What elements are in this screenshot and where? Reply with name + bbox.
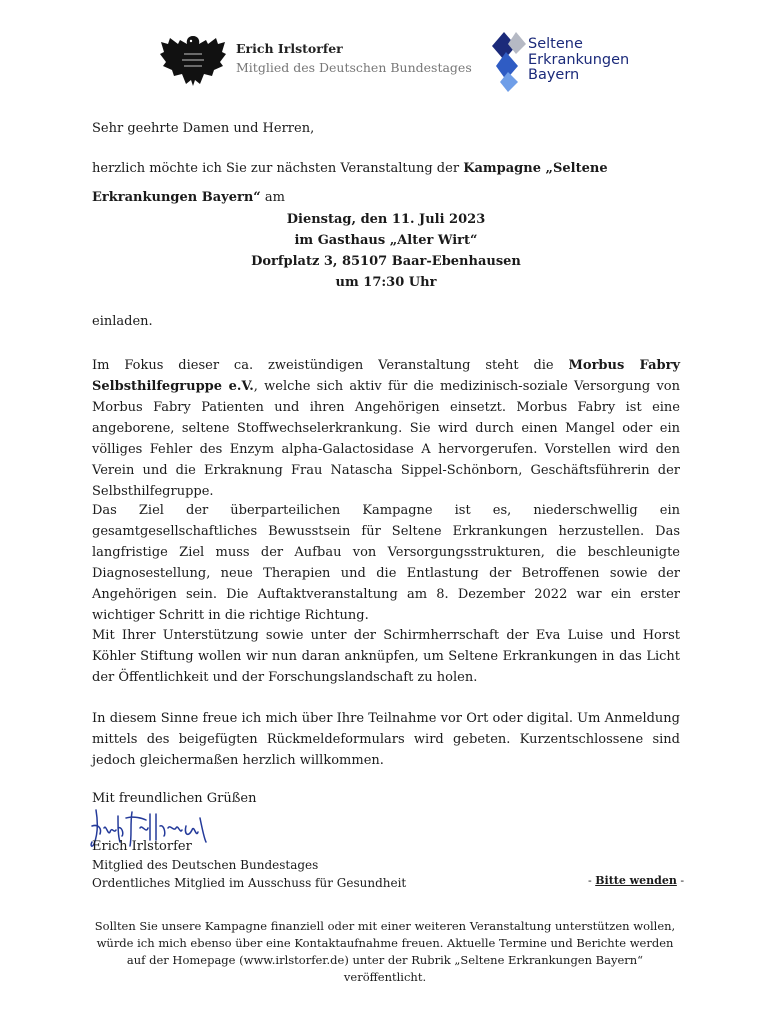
- logo-wordmark: [528, 37, 629, 84]
- intro-text: herzlich möchte ich Sie zur nächsten Veranstaltung der: [92, 161, 464, 176]
- logo-line-2: Erkrankungen: [528, 51, 630, 68]
- logo-line-1: Seltene: [528, 36, 583, 52]
- paragraph-participation: In diesem Sinne freue ich mich über Ihre Teilnahme vor Ort oder digital. Um Anmeldung mittels des beigefügten Rückmeldeformulars wird gebeten. Kurzentschlossene sind jedoch gleichermaßen herzlich willkommen.: [92, 711, 680, 768]
- closing: Mit freundlichen Grüßen: [92, 791, 257, 806]
- organization-name: Morbus Fabry Selbsthilfegruppe e.V.: [92, 358, 680, 394]
- p1-text: Im Fokus dieser ca. zweistündigen Veranstaltung steht die: [92, 358, 569, 373]
- intro-paragraph: [92, 154, 680, 212]
- event-venue: im Gasthaus „Alter Wirt“: [294, 233, 478, 248]
- turn-suffix: -: [676, 874, 685, 887]
- sender-name: Erich Irlstorfer: [236, 41, 343, 56]
- please-turn-over: [588, 874, 684, 887]
- salutation: Sehr geehrte Damen und Herren,: [92, 121, 315, 136]
- turn-prefix: -: [588, 874, 596, 887]
- paragraph-goal: Das Ziel der überparteilichen Kampagne ist es, niederschwellig ein gesamtgesellschaftliches Bewusstsein für Seltene Erkrankungen herzustellen. Das langfristige Ziel muss der Aufbau von Versorgungsstrukturen, die beschleunigte Diagnosestellung, neue Therapien und die Entlastung der Betroffenen sowie der Angehörigen sein. Die Auftaktveranstaltung am 8. Dezember 2022 war ein erster wichtiger Schritt in die richtige Richtung.: [92, 503, 680, 623]
- event-time: um 17:30 Uhr: [335, 275, 437, 290]
- signature-block: [92, 838, 406, 892]
- event-date: Dienstag, den 11. Juli 2023: [286, 212, 486, 227]
- bundestag-eagle-icon: [158, 30, 228, 90]
- footer-note: Sollten Sie unsere Kampagne finanziell oder mit einer weiteren Veranstaltung unterstützen wollen, würde ich mich ebenso über eine Kontaktaufnahme freuen. Aktuelle Termine und Berichte werden auf der Homepage (www.irlstorfer.de) unter der Rubrik „Seltene Erkrankungen Bayern“ veröffentlicht.: [94, 919, 676, 984]
- campaign-name: Kampagne „Seltene Erkrankungen Bayern“: [92, 161, 608, 205]
- signatory-committee: Ordentliches Mitglied im Ausschuss für Gesundheit: [92, 876, 407, 890]
- event-address: Dorfplatz 3, 85107 Baar-Ebenhausen: [251, 254, 521, 269]
- paragraph-focus: [92, 355, 680, 502]
- invite-text: einladen.: [92, 314, 153, 329]
- intro-suffix: am: [260, 190, 285, 205]
- paragraph-support: Mit Ihrer Unterstützung sowie unter der Schirmherrschaft der Eva Luise und Horst Köhler Stiftung wollen wir nun daran anknüpfen, um Seltene Erkrankungen in das Licht der Öffentlichkeit und der Forschungslandschaft zu holen.: [92, 628, 680, 685]
- turn-label: Bitte wenden: [595, 874, 677, 887]
- signatory-name: Erich Irlstorfer: [92, 839, 192, 854]
- signatory-role: Mitglied des Deutschen Bundestages: [92, 858, 319, 872]
- p1-rest: , welche sich aktiv für die medizinisch-soziale Versorgung von Morbus Fabry Patienten und ihren Angehörigen einsetzt. Morbus Fabry ist eine angeborene, seltene Stoffwechselerkrankung. Sie wird durch einen Mangel oder ein völliges Fehler des Enzym alpha-Galactosidase A hervorgerufen. Vorstellen wird den Verein und die Erkraknung Frau Natascha Sippel-Schönborn, Geschäftsführerin der Selbsthilfegruppe.: [92, 379, 680, 499]
- sender-role: Mitglied des Deutschen Bundestages: [236, 60, 472, 75]
- logo-line-3: Bayern: [528, 67, 580, 83]
